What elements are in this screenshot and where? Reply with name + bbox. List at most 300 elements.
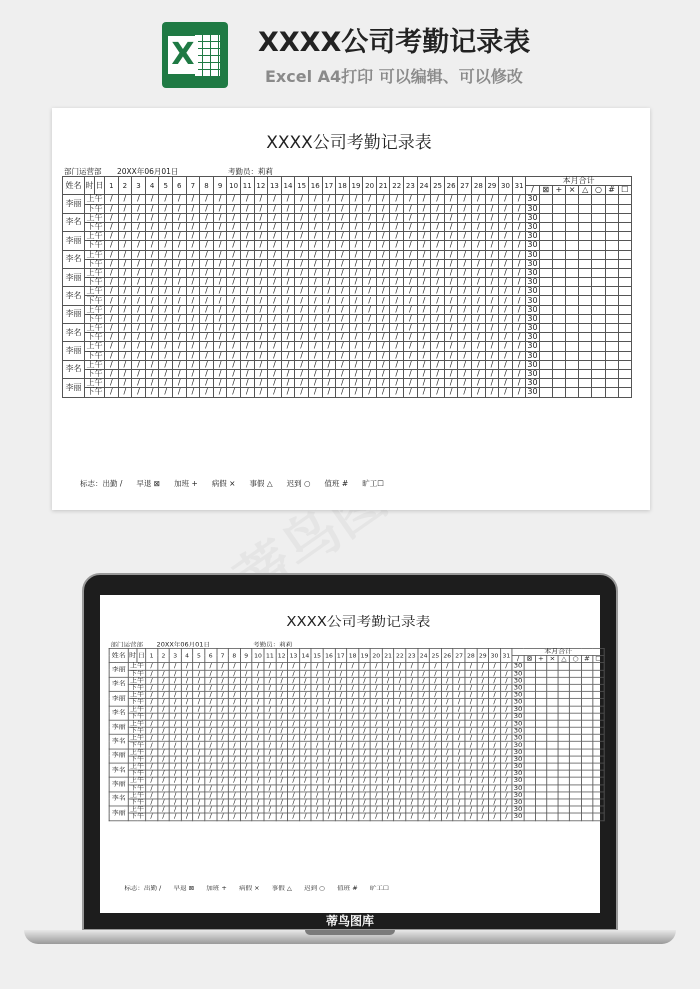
attendance-cell[interactable]: / [281,324,295,333]
attendance-cell[interactable]: / [489,677,501,684]
attendance-cell[interactable]: / [299,720,311,727]
attendance-cell[interactable]: / [228,777,240,784]
summary-cell[interactable] [579,296,592,305]
attendance-cell[interactable]: / [217,691,229,698]
attendance-cell[interactable]: / [512,287,526,296]
attendance-cell[interactable]: / [382,806,394,813]
attendance-cell[interactable]: / [430,742,442,749]
attendance-cell[interactable]: / [382,763,394,770]
attendance-cell[interactable]: / [281,305,295,314]
attendance-cell[interactable]: / [295,232,309,241]
attendance-cell[interactable]: / [347,706,359,713]
attendance-cell[interactable]: / [145,250,159,259]
summary-cell[interactable] [535,706,546,713]
attendance-cell[interactable]: / [252,684,264,691]
attendance-cell[interactable]: / [406,756,418,763]
attendance-cell[interactable]: / [477,806,489,813]
attendance-cell[interactable]: / [404,388,418,397]
attendance-cell[interactable]: / [418,785,430,792]
attendance-cell[interactable]: / [499,213,513,222]
attendance-cell[interactable]: / [105,314,119,323]
attendance-cell[interactable]: / [431,259,445,268]
attendance-cell[interactable]: / [458,259,472,268]
attendance-cell[interactable]: / [458,351,472,360]
summary-cell[interactable] [593,663,604,670]
attendance-cell[interactable]: / [347,684,359,691]
attendance-cell[interactable]: / [465,720,477,727]
summary-cell[interactable] [547,720,558,727]
attendance-cell[interactable]: / [512,333,526,342]
attendance-cell[interactable]: / [281,314,295,323]
attendance-cell[interactable]: / [276,720,288,727]
attendance-cell[interactable]: / [193,770,205,777]
attendance-cell[interactable]: / [349,259,363,268]
attendance-cell[interactable]: / [288,663,300,670]
attendance-cell[interactable]: / [417,222,431,231]
attendance-cell[interactable]: / [430,713,442,720]
attendance-cell[interactable]: / [382,720,394,727]
summary-cell[interactable] [535,677,546,684]
attendance-cell[interactable]: / [390,314,404,323]
summary-cell[interactable] [558,677,569,684]
attendance-cell[interactable]: / [145,324,159,333]
attendance-cell[interactable]: / [512,388,526,397]
attendance-cell[interactable]: / [359,699,371,706]
attendance-cell[interactable]: / [465,684,477,691]
attendance-cell[interactable]: / [322,305,336,314]
attendance-cell[interactable]: / [118,195,132,204]
attendance-cell[interactable]: / [500,813,512,820]
attendance-cell[interactable]: / [308,259,322,268]
attendance-cell[interactable]: / [240,204,254,213]
attendance-cell[interactable]: / [299,734,311,741]
attendance-cell[interactable]: / [240,195,254,204]
attendance-cell[interactable]: / [299,799,311,806]
summary-cell[interactable] [581,799,592,806]
attendance-cell[interactable]: / [418,699,430,706]
summary-cell[interactable] [535,663,546,670]
attendance-cell[interactable]: / [169,813,181,820]
summary-cell[interactable] [565,259,578,268]
attendance-cell[interactable]: / [240,777,252,784]
attendance-cell[interactable]: / [158,742,170,749]
attendance-cell[interactable]: / [193,663,205,670]
summary-cell[interactable] [552,296,565,305]
attendance-cell[interactable]: / [347,677,359,684]
attendance-cell[interactable]: / [430,706,442,713]
attendance-cell[interactable]: / [370,663,382,670]
attendance-cell[interactable]: / [295,250,309,259]
summary-cell[interactable] [593,777,604,784]
attendance-cell[interactable]: / [172,232,186,241]
attendance-cell[interactable]: / [205,734,217,741]
attendance-cell[interactable]: / [349,305,363,314]
attendance-cell[interactable]: / [240,324,254,333]
summary-cell[interactable] [558,749,569,756]
attendance-cell[interactable]: / [311,670,323,677]
attendance-cell[interactable]: / [264,670,276,677]
attendance-cell[interactable]: / [213,351,227,360]
summary-cell[interactable] [524,663,535,670]
attendance-cell[interactable]: / [132,195,146,204]
attendance-cell[interactable]: / [441,785,453,792]
attendance-cell[interactable]: / [485,333,499,342]
summary-cell[interactable] [524,806,535,813]
summary-cell[interactable] [579,232,592,241]
attendance-cell[interactable]: / [311,663,323,670]
attendance-cell[interactable]: / [146,663,158,670]
summary-cell[interactable] [581,677,592,684]
attendance-cell[interactable]: / [335,756,347,763]
attendance-cell[interactable]: / [323,763,335,770]
attendance-cell[interactable]: / [288,742,300,749]
summary-cell[interactable] [581,777,592,784]
attendance-cell[interactable]: / [181,734,193,741]
attendance-cell[interactable]: / [252,677,264,684]
attendance-cell[interactable]: / [217,777,229,784]
attendance-cell[interactable]: / [281,222,295,231]
summary-cell[interactable] [524,792,535,799]
summary-cell[interactable] [579,369,592,378]
attendance-cell[interactable]: / [404,379,418,388]
attendance-cell[interactable]: / [268,305,282,314]
summary-cell[interactable] [565,351,578,360]
attendance-cell[interactable]: / [485,369,499,378]
attendance-cell[interactable]: / [205,706,217,713]
attendance-cell[interactable]: / [485,250,499,259]
attendance-cell[interactable]: / [349,342,363,351]
attendance-cell[interactable]: / [485,305,499,314]
attendance-cell[interactable]: / [172,287,186,296]
attendance-cell[interactable]: / [444,360,458,369]
summary-cell[interactable] [605,213,618,222]
summary-cell[interactable] [570,806,581,813]
attendance-cell[interactable]: / [336,259,350,268]
attendance-cell[interactable]: / [404,250,418,259]
attendance-cell[interactable]: / [406,734,418,741]
attendance-cell[interactable]: / [213,388,227,397]
summary-cell[interactable] [552,351,565,360]
summary-cell[interactable] [565,287,578,296]
attendance-cell[interactable]: / [431,379,445,388]
attendance-cell[interactable]: / [308,351,322,360]
attendance-cell[interactable]: / [418,770,430,777]
summary-cell[interactable] [618,351,631,360]
summary-cell[interactable] [579,213,592,222]
attendance-cell[interactable]: / [205,677,217,684]
summary-cell[interactable] [535,763,546,770]
attendance-cell[interactable]: / [390,305,404,314]
attendance-cell[interactable]: / [240,792,252,799]
attendance-cell[interactable]: / [228,713,240,720]
attendance-cell[interactable]: / [228,749,240,756]
attendance-cell[interactable]: / [418,720,430,727]
attendance-cell[interactable]: / [311,799,323,806]
attendance-cell[interactable]: / [268,241,282,250]
attendance-cell[interactable]: / [213,360,227,369]
attendance-cell[interactable]: / [512,213,526,222]
attendance-cell[interactable]: / [512,222,526,231]
attendance-cell[interactable]: / [363,195,377,204]
summary-cell[interactable] [558,763,569,770]
attendance-cell[interactable]: / [118,351,132,360]
attendance-cell[interactable]: / [431,342,445,351]
summary-cell[interactable] [581,713,592,720]
attendance-cell[interactable]: / [441,720,453,727]
attendance-cell[interactable]: / [382,663,394,670]
attendance-cell[interactable]: / [172,278,186,287]
attendance-cell[interactable]: / [394,756,406,763]
attendance-cell[interactable]: / [323,663,335,670]
attendance-cell[interactable]: / [406,777,418,784]
attendance-cell[interactable]: / [200,268,214,277]
attendance-cell[interactable]: / [472,314,486,323]
attendance-cell[interactable]: / [268,287,282,296]
attendance-cell[interactable]: / [276,684,288,691]
attendance-cell[interactable]: / [453,756,465,763]
summary-cell[interactable] [579,379,592,388]
summary-cell[interactable] [524,677,535,684]
attendance-cell[interactable]: / [499,241,513,250]
summary-cell[interactable] [552,268,565,277]
attendance-cell[interactable]: / [336,250,350,259]
attendance-cell[interactable]: / [444,379,458,388]
attendance-cell[interactable]: / [441,763,453,770]
attendance-cell[interactable]: / [472,351,486,360]
attendance-cell[interactable]: / [363,259,377,268]
attendance-cell[interactable]: / [311,742,323,749]
attendance-cell[interactable]: / [217,785,229,792]
attendance-cell[interactable]: / [335,699,347,706]
attendance-cell[interactable]: / [159,268,173,277]
attendance-cell[interactable]: / [295,360,309,369]
attendance-cell[interactable]: / [390,388,404,397]
attendance-cell[interactable]: / [159,259,173,268]
attendance-cell[interactable]: / [363,250,377,259]
attendance-cell[interactable]: / [500,734,512,741]
attendance-cell[interactable]: / [145,314,159,323]
attendance-cell[interactable]: / [359,670,371,677]
attendance-cell[interactable]: / [299,670,311,677]
attendance-cell[interactable]: / [472,222,486,231]
attendance-cell[interactable]: / [118,379,132,388]
attendance-cell[interactable]: / [359,727,371,734]
attendance-cell[interactable]: / [472,360,486,369]
attendance-cell[interactable]: / [252,742,264,749]
attendance-cell[interactable]: / [217,734,229,741]
summary-cell[interactable] [547,792,558,799]
attendance-cell[interactable]: / [252,756,264,763]
attendance-cell[interactable]: / [228,756,240,763]
attendance-cell[interactable]: / [295,204,309,213]
attendance-cell[interactable]: / [453,677,465,684]
attendance-cell[interactable]: / [477,785,489,792]
attendance-cell[interactable]: / [406,663,418,670]
attendance-cell[interactable]: / [406,727,418,734]
summary-cell[interactable] [593,691,604,698]
attendance-cell[interactable]: / [349,360,363,369]
attendance-cell[interactable]: / [227,222,241,231]
summary-cell[interactable] [593,806,604,813]
attendance-cell[interactable]: / [336,314,350,323]
attendance-cell[interactable]: / [430,677,442,684]
attendance-cell[interactable]: / [404,222,418,231]
attendance-cell[interactable]: / [404,314,418,323]
attendance-cell[interactable]: / [213,369,227,378]
attendance-cell[interactable]: / [227,351,241,360]
summary-cell[interactable] [524,770,535,777]
attendance-cell[interactable]: / [240,314,254,323]
summary-cell[interactable] [552,250,565,259]
attendance-cell[interactable]: / [118,241,132,250]
attendance-cell[interactable]: / [181,785,193,792]
attendance-cell[interactable]: / [430,727,442,734]
attendance-cell[interactable]: / [382,727,394,734]
summary-cell[interactable] [593,763,604,770]
attendance-cell[interactable]: / [417,379,431,388]
attendance-cell[interactable]: / [205,799,217,806]
attendance-cell[interactable]: / [335,785,347,792]
attendance-cell[interactable]: / [382,742,394,749]
attendance-cell[interactable]: / [453,799,465,806]
attendance-cell[interactable]: / [322,287,336,296]
attendance-cell[interactable]: / [458,250,472,259]
attendance-cell[interactable]: / [500,720,512,727]
attendance-cell[interactable]: / [146,770,158,777]
attendance-cell[interactable]: / [254,305,268,314]
attendance-cell[interactable]: / [512,369,526,378]
attendance-cell[interactable]: / [418,684,430,691]
attendance-cell[interactable]: / [159,379,173,388]
summary-cell[interactable] [605,379,618,388]
attendance-cell[interactable]: / [228,699,240,706]
attendance-cell[interactable]: / [227,232,241,241]
attendance-cell[interactable]: / [441,756,453,763]
attendance-cell[interactable]: / [417,305,431,314]
attendance-cell[interactable]: / [145,379,159,388]
attendance-cell[interactable]: / [390,296,404,305]
attendance-cell[interactable]: / [359,770,371,777]
attendance-cell[interactable]: / [390,195,404,204]
summary-cell[interactable] [592,222,605,231]
attendance-cell[interactable]: / [276,699,288,706]
attendance-cell[interactable]: / [299,677,311,684]
attendance-cell[interactable]: / [394,684,406,691]
attendance-cell[interactable]: / [359,691,371,698]
attendance-cell[interactable]: / [254,268,268,277]
attendance-cell[interactable]: / [376,222,390,231]
attendance-cell[interactable]: / [308,241,322,250]
attendance-cell[interactable]: / [370,670,382,677]
attendance-cell[interactable]: / [217,756,229,763]
attendance-cell[interactable]: / [335,799,347,806]
attendance-cell[interactable]: / [181,806,193,813]
attendance-cell[interactable]: / [390,333,404,342]
attendance-cell[interactable]: / [145,388,159,397]
summary-cell[interactable] [579,268,592,277]
attendance-cell[interactable]: / [472,342,486,351]
attendance-cell[interactable]: / [288,677,300,684]
attendance-cell[interactable]: / [472,250,486,259]
attendance-cell[interactable]: / [335,684,347,691]
summary-cell[interactable] [547,763,558,770]
attendance-cell[interactable]: / [158,799,170,806]
summary-cell[interactable] [592,388,605,397]
summary-cell[interactable] [552,259,565,268]
attendance-cell[interactable]: / [252,763,264,770]
summary-cell[interactable] [524,699,535,706]
summary-cell[interactable] [558,670,569,677]
attendance-cell[interactable]: / [336,296,350,305]
attendance-cell[interactable]: / [323,720,335,727]
attendance-cell[interactable]: / [281,204,295,213]
attendance-cell[interactable]: / [186,232,200,241]
attendance-cell[interactable]: / [376,351,390,360]
summary-cell[interactable] [558,777,569,784]
attendance-cell[interactable]: / [453,727,465,734]
attendance-cell[interactable]: / [406,677,418,684]
attendance-cell[interactable]: / [394,699,406,706]
attendance-cell[interactable]: / [430,684,442,691]
attendance-cell[interactable]: / [363,204,377,213]
summary-cell[interactable] [592,268,605,277]
attendance-cell[interactable]: / [404,305,418,314]
attendance-cell[interactable]: / [169,770,181,777]
summary-cell[interactable] [618,379,631,388]
attendance-cell[interactable]: / [390,232,404,241]
attendance-cell[interactable]: / [347,785,359,792]
attendance-cell[interactable]: / [359,785,371,792]
attendance-cell[interactable]: / [347,770,359,777]
attendance-cell[interactable]: / [477,763,489,770]
summary-cell[interactable] [618,324,631,333]
attendance-cell[interactable]: / [288,727,300,734]
attendance-cell[interactable]: / [323,813,335,820]
attendance-cell[interactable]: / [118,305,132,314]
attendance-cell[interactable]: / [268,369,282,378]
summary-cell[interactable] [605,195,618,204]
attendance-cell[interactable]: / [268,259,282,268]
summary-cell[interactable] [618,314,631,323]
attendance-cell[interactable]: / [376,213,390,222]
attendance-cell[interactable]: / [264,663,276,670]
attendance-cell[interactable]: / [349,369,363,378]
attendance-cell[interactable]: / [472,232,486,241]
summary-cell[interactable] [605,324,618,333]
attendance-cell[interactable]: / [431,278,445,287]
summary-cell[interactable] [558,727,569,734]
attendance-cell[interactable]: / [363,388,377,397]
attendance-cell[interactable]: / [406,720,418,727]
attendance-cell[interactable]: / [453,720,465,727]
attendance-cell[interactable]: / [404,278,418,287]
attendance-cell[interactable]: / [276,785,288,792]
attendance-cell[interactable]: / [193,713,205,720]
attendance-cell[interactable]: / [485,232,499,241]
attendance-cell[interactable]: / [336,232,350,241]
summary-cell[interactable] [558,813,569,820]
attendance-cell[interactable]: / [390,259,404,268]
attendance-cell[interactable]: / [240,806,252,813]
attendance-cell[interactable]: / [308,268,322,277]
attendance-cell[interactable]: / [186,369,200,378]
attendance-cell[interactable]: / [441,713,453,720]
summary-cell[interactable] [579,324,592,333]
attendance-cell[interactable]: / [472,369,486,378]
attendance-cell[interactable]: / [159,213,173,222]
attendance-cell[interactable]: / [240,250,254,259]
summary-cell[interactable] [593,749,604,756]
